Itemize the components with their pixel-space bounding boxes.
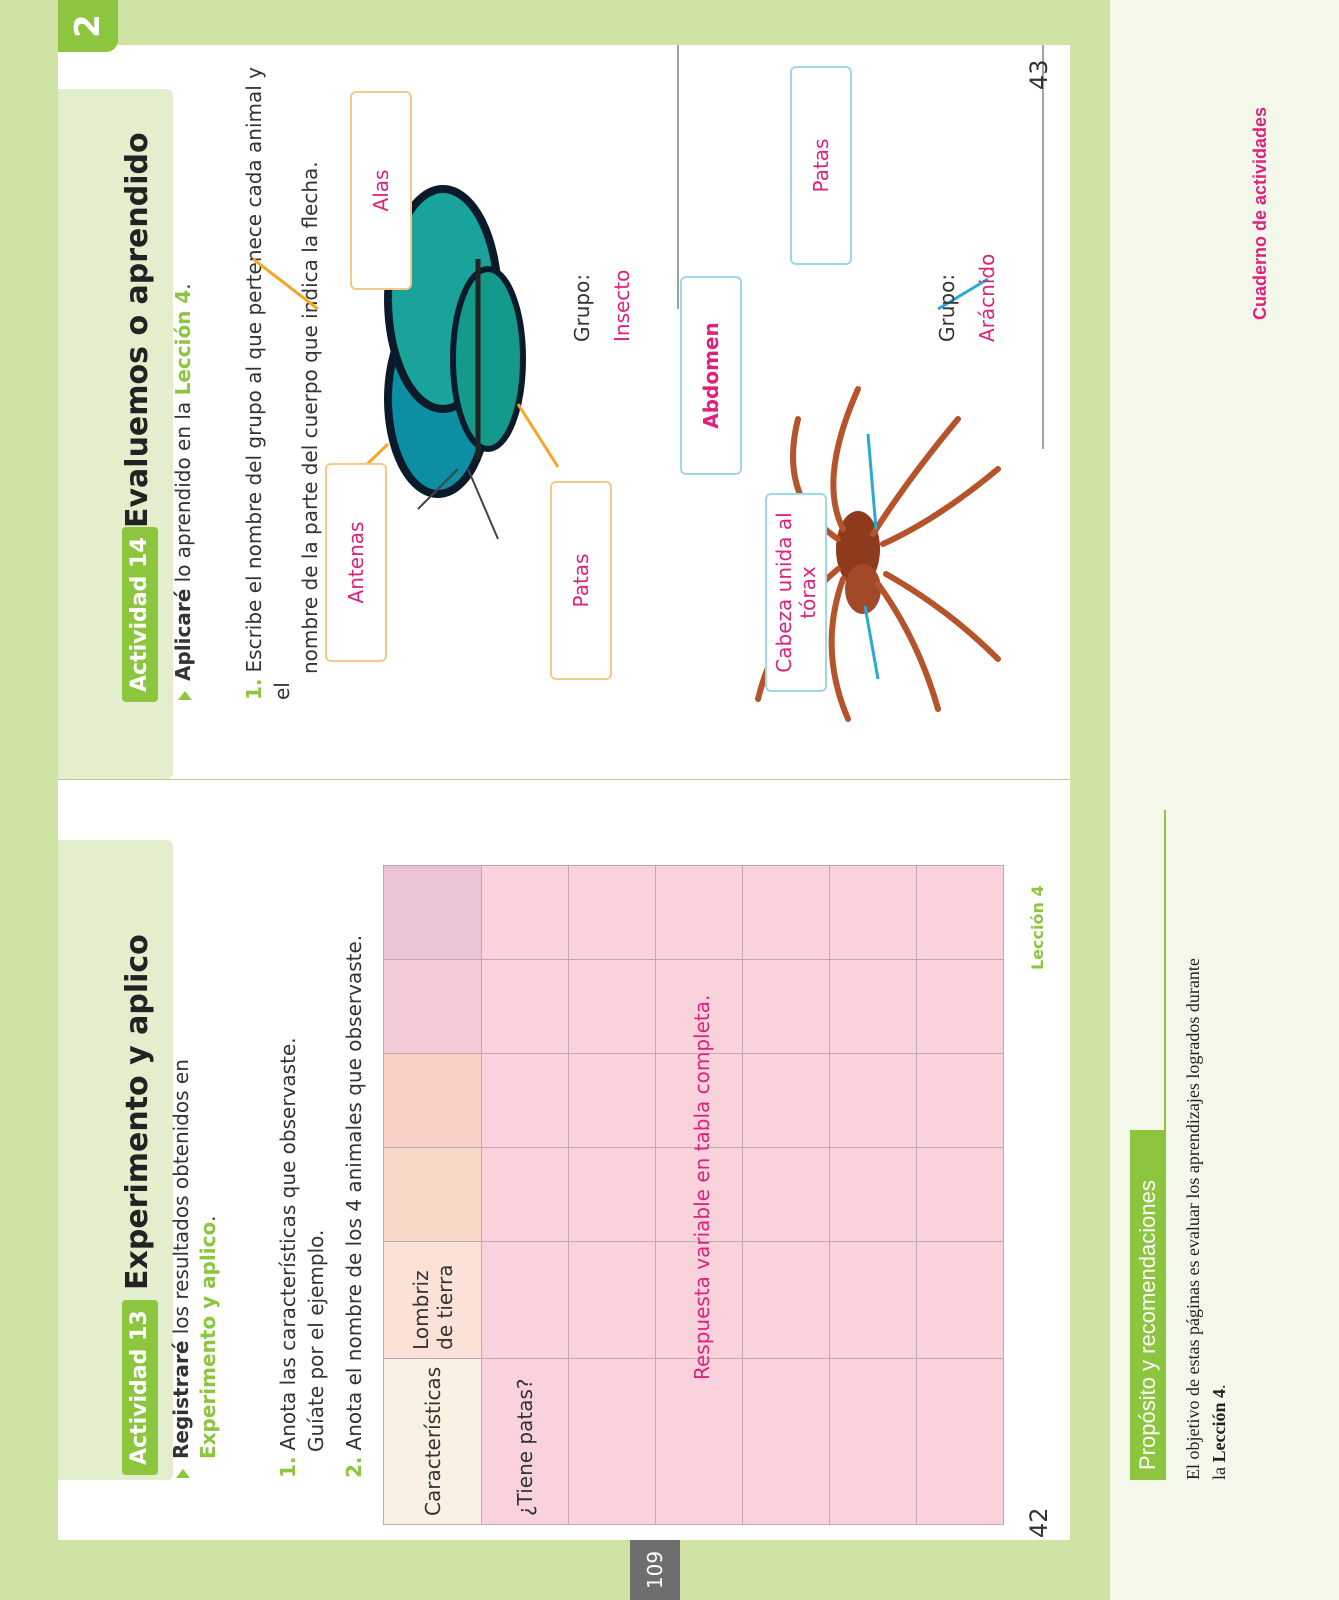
intro-link[interactable]: Experimento y aplico xyxy=(196,1221,220,1459)
step-1-text-2: Guíate por el ejemplo. xyxy=(304,1229,328,1452)
step-1-number: 1. xyxy=(276,1456,300,1478)
intro-bold: Registraré xyxy=(169,1340,193,1459)
table-cell[interactable] xyxy=(830,1358,917,1524)
step-1-text-2: nombre de la parte del cuerpo que indica la flecha. xyxy=(298,161,322,674)
table-cell[interactable] xyxy=(917,866,1004,960)
left-page-number: 42 xyxy=(1025,1507,1053,1538)
abdomen-text: Abdomen xyxy=(699,322,723,429)
intro-end: . xyxy=(196,1215,220,1222)
table-answer-note: Respuesta variable en tabla completa. xyxy=(690,994,714,1380)
label-patas-spider: Patas xyxy=(790,66,852,265)
label-patas-butterfly: Patas xyxy=(550,481,612,680)
table-cell[interactable] xyxy=(656,1358,743,1524)
label-abdomen xyxy=(680,276,742,475)
table-cell[interactable] xyxy=(569,1242,656,1359)
earthworm-label: Lombriz de tierra xyxy=(408,1264,457,1350)
table-cell[interactable] xyxy=(917,1358,1004,1524)
table-cell[interactable] xyxy=(917,1242,1004,1359)
cuaderno-label: Cuaderno de actividades xyxy=(1250,106,1270,320)
table-header-cell[interactable] xyxy=(384,960,482,1054)
table-cell[interactable] xyxy=(482,866,569,960)
teacher-heading-rule xyxy=(1164,810,1166,1140)
table-header-cell[interactable] xyxy=(384,866,482,960)
activity-13-title: Experimento y aplico xyxy=(120,934,155,1290)
table-row xyxy=(830,866,917,1525)
table-row xyxy=(569,866,656,1525)
table-cell[interactable] xyxy=(830,960,917,1054)
table-cell[interactable] xyxy=(743,1054,830,1148)
table-cell[interactable] xyxy=(569,1054,656,1148)
leader-alas xyxy=(253,259,318,309)
table-cell[interactable] xyxy=(482,1148,569,1242)
step-2-text: Anota el nombre de los 4 animales que observaste. xyxy=(342,934,366,1451)
table-header-earthworm xyxy=(384,1242,482,1359)
table-cell[interactable] xyxy=(917,1054,1004,1148)
activity-14-title: Evaluemos o aprendido xyxy=(120,132,155,528)
activity-13-step-1 xyxy=(274,1037,330,1478)
table-cell[interactable] xyxy=(482,1242,569,1359)
teacher-page-number: 109 xyxy=(643,1550,667,1590)
table-cell[interactable] xyxy=(830,866,917,960)
table-cell[interactable] xyxy=(743,960,830,1054)
table-cell[interactable] xyxy=(917,1148,1004,1242)
intro-text: lo aprendido en la xyxy=(171,395,195,589)
table-cell[interactable] xyxy=(917,960,1004,1054)
intro-end: . xyxy=(171,283,195,290)
butterfly-group-answer: Insecto xyxy=(610,269,634,342)
table-row-label: ¿Tiene patas? xyxy=(482,1358,569,1524)
chapter-number: 2 xyxy=(68,14,108,38)
teacher-body-end: . xyxy=(1209,1384,1229,1389)
table-cell[interactable] xyxy=(656,866,743,960)
table-header-cell[interactable] xyxy=(384,1054,482,1148)
intro-link[interactable]: Lección 4 xyxy=(171,289,195,396)
label-cabeza-unida-al-torax: Cabeza unida al tórax xyxy=(765,493,827,692)
table-cell[interactable] xyxy=(482,1054,569,1148)
gutter-line xyxy=(58,779,1070,780)
teacher-body-1: El objetivo de estas páginas es evaluar los aprendizajes logrados durante xyxy=(1183,958,1203,1480)
table-cell[interactable] xyxy=(743,1358,830,1524)
lesson-footer: Lección 4 xyxy=(1028,885,1047,970)
table-cell[interactable] xyxy=(743,1148,830,1242)
table-cell[interactable] xyxy=(830,1242,917,1359)
teacher-page-number-tab xyxy=(630,1540,680,1600)
teacher-heading xyxy=(1130,1130,1166,1480)
step-1-number: 1. xyxy=(242,678,266,700)
teacher-body-bold: Lección 4 xyxy=(1209,1389,1229,1463)
table-row xyxy=(384,866,482,1525)
bullet-triangle-icon xyxy=(176,1469,190,1478)
right-page-number: 43 xyxy=(1025,59,1053,90)
butterfly-group-label: Grupo: xyxy=(570,273,594,342)
table-cell[interactable] xyxy=(569,1358,656,1524)
label-antenas: Antenas xyxy=(325,463,387,662)
table-cell[interactable] xyxy=(569,960,656,1054)
table-header-characteristics: Características xyxy=(384,1358,482,1524)
table-cell[interactable] xyxy=(743,1242,830,1359)
table-cell[interactable] xyxy=(569,1148,656,1242)
activity-13-step-2 xyxy=(340,935,368,1478)
table-header-cell[interactable] xyxy=(384,1148,482,1242)
table-row xyxy=(917,866,1004,1525)
table-row xyxy=(482,866,569,1525)
activity-14-badge: Actividad 14 xyxy=(122,527,158,702)
table-cell[interactable] xyxy=(830,1148,917,1242)
activity-13-badge: Actividad 13 xyxy=(122,1300,158,1475)
intro-bold: Aplicaré xyxy=(171,588,195,681)
table-cell[interactable] xyxy=(743,866,830,960)
table-row xyxy=(743,866,830,1525)
spider-group-label: Grupo: xyxy=(935,273,959,342)
step-1-text: Anota las características que observaste. xyxy=(276,1037,300,1451)
teacher-area xyxy=(1110,0,1339,1600)
label-alas: Alas xyxy=(350,91,412,290)
leader-abdomen xyxy=(868,434,876,529)
activity-13-intro xyxy=(168,958,222,1478)
table-cell[interactable] xyxy=(830,1054,917,1148)
step-2-number: 2. xyxy=(342,1456,366,1478)
table-cell[interactable] xyxy=(569,866,656,960)
table-cell[interactable] xyxy=(482,960,569,1054)
spider-group-answer: Arácnido xyxy=(975,253,999,342)
teacher-heading-text: Propósito y recomendaciones xyxy=(1135,1180,1160,1470)
teacher-body xyxy=(1180,800,1232,1480)
step-1-text: Escribe el nombre del grupo al que pertenece cada animal y el xyxy=(242,66,294,700)
leader-cabeza xyxy=(865,606,878,679)
leader-patas xyxy=(518,404,558,467)
intro-text: los resultados obtenidos en xyxy=(169,1059,193,1341)
teacher-body-2: la xyxy=(1209,1462,1229,1480)
